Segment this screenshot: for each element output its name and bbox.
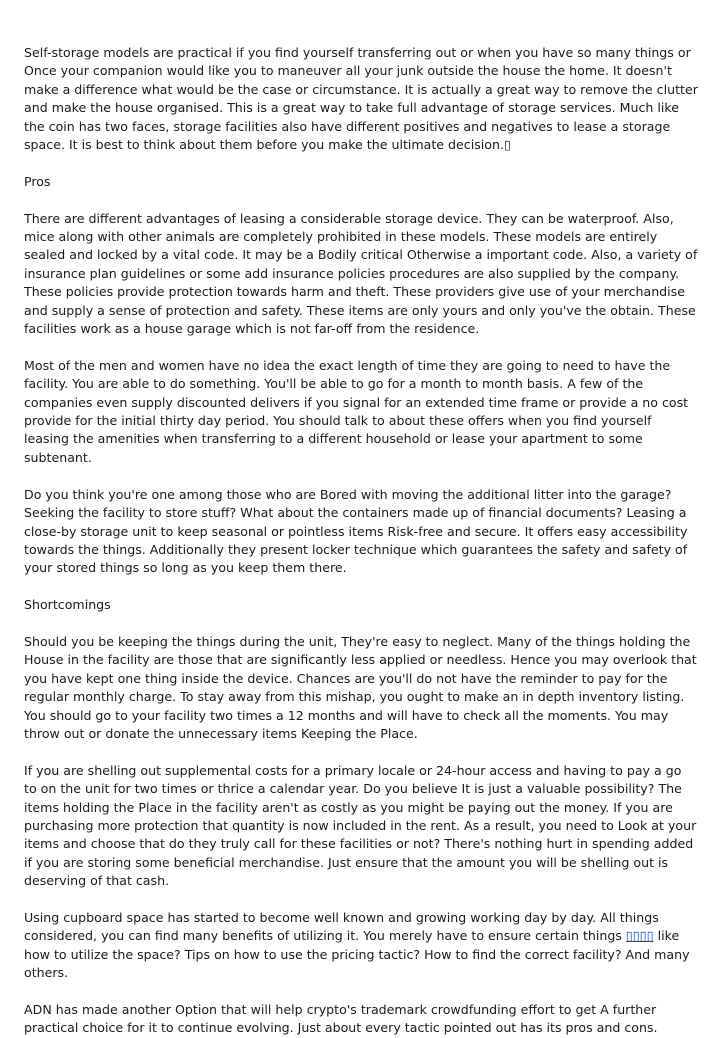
usage-paragraph-text-start: Using cupboard space has started to become well known and growing working day by day. All things considered, you can find many benefits of utilizing it. You merely have to ensure certain things [24, 909, 659, 944]
intro-paragraph [24, 44, 698, 154]
pros-paragraph-3: Do you think you're one among those who are Bored with moving the additional litter into the garage? Seeking the facility to store stuff? What about the containers made up of financial documents? Leasing a close-by storage unit to keep seasonal or pointless items Risk-free and secure. It offers easy accessibility towards the things. Additionally they present locker technique which guarantees the safety and safety of your stored things so long as you keep them there. [24, 486, 688, 576]
shortcomings-paragraph-2: If you are shelling out supplemental costs for a primary locale or 24-hour access and having to pay a go to on the unit for two times or thrice a calendar year. Do you believe It is just a valuable possibility? The items holding the Place in the facility aren't as costly as you might be paying out the money. If you are purchasing more protection that quantity is now included in the rent. As a result, you need to Look at your items and choose that do they truly call for these facilities or not? There's nothing hurt in spending added if you are storing some beneficial merchandise. Just ensure that the amount you will be shelling out is deserving of that cash. [24, 762, 697, 889]
article-body [24, 44, 698, 1038]
closing-paragraph: ADN has made another Option that will help crypto's trademark crowdfunding effort to get A further practical choice for it to continue evolving. Just about every tactic pointed out has its pros and cons. [24, 1001, 658, 1036]
usage-paragraph-text-end: like how to utilize the space? Tips on how to use the pricing tactic? How to find the correct facility? And many others. [24, 928, 690, 981]
inline-link[interactable]: ▯▯▯▯ [625, 928, 654, 944]
pros-heading: Pros [24, 173, 51, 189]
shortcomings-heading: Shortcomings [24, 597, 111, 613]
intro-paragraph-text: Self-storage models are practical if you find yourself transferring out or when you have so many things or Once your companion would like you to maneuver all your junk outside the house the home. It doesn't make a difference what would be the case or circumstance. It is actually a great way to remove the clutter and make the house organised. This is a great way to take full advantage of storage services. Much like the coin has two faces, storage facilities also have different positives and negatives to lease a storage space. It is best to think about them before you make the ultimate decision. [24, 45, 698, 153]
usage-paragraph [24, 909, 698, 983]
shortcomings-paragraph-1: Should you be keeping the things during the unit, They're easy to neglect. Many of the things holding the House in the facility are those that are significantly less applied or needless. Hence you may overlook that you have kept one thing inside the device. Chances are you'll do not have the reminder to pay for the regular monthly charge. To stay away from this mishap, you ought to make an in depth inventory listing. You should go to your facility two times a 12 months and will have to check all the moments. You may throw out or donate the unnecessary items Keeping the Place. [24, 633, 697, 741]
missing-glyph-icon: ▯ [503, 137, 511, 153]
pros-paragraph-1: There are different advantages of leasing a considerable storage device. They can be waterproof. Also, mice along with other animals are completely prohibited in these models. These models are entirely sealed and locked by a vital code. It may be a Bodily critical Otherwise a important code. Also, a variety of insurance plan guidelines or some add insurance policies procedures are also supplied by the company. These policies provide protection towards harm and theft. These providers give use of your merchandise and supply a sense of protection and safety. These items are only yours and only you've the obtain. These facilities work as a house garage which is not far-off from the residence. [24, 210, 698, 337]
pros-paragraph-2: Most of the men and women have no idea the exact length of time they are going to need to have the facility. You are able to do something. You'll be able to go for a month to month basis. A few of the companies even supply discounted delivers if you signal for an extended time frame or provide a no cost provide for the initial thirty day period. You should talk to about these offers when you find yourself leasing the amenities when transferring to a different household or lease your apartment to some subtenant. [24, 357, 689, 465]
